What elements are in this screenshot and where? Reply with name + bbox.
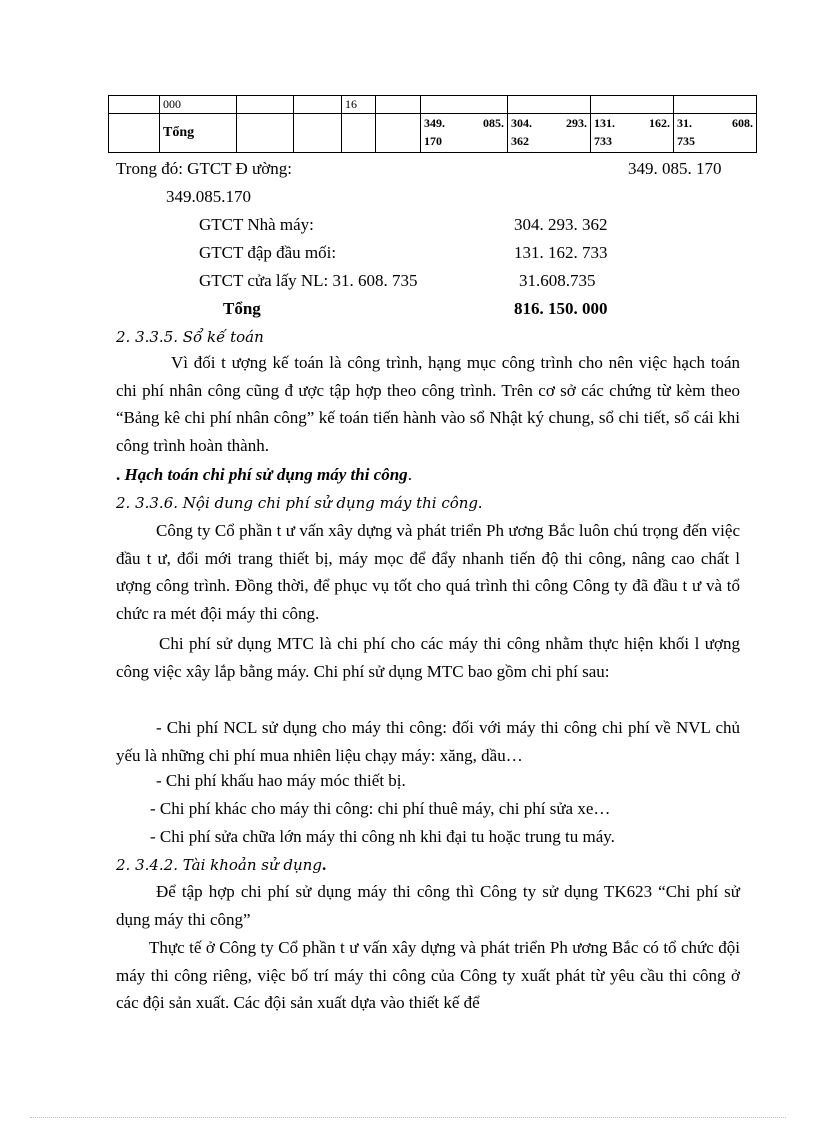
summary-value: 131. 162. 733 — [514, 243, 608, 262]
section-heading: 2. 3.3.6. Nội dung chi phí sử dụng máy thi công. — [116, 493, 483, 512]
bullet-item: - Chi phí khấu hao máy móc thiết bị. — [156, 771, 406, 790]
summary-label: GTCT Nhà máy: — [199, 215, 314, 234]
summary-intro-value: 349. 085. 170 — [628, 159, 722, 178]
table-cell — [237, 114, 294, 153]
table-cell — [376, 96, 421, 114]
total-value-cell: 131. 162. 733 — [591, 114, 674, 153]
table-cell — [237, 96, 294, 114]
total-value-cell: 349. 085. 170 — [421, 114, 508, 153]
table-cell — [294, 114, 342, 153]
table-cell — [508, 96, 591, 114]
table-cell — [421, 96, 508, 114]
summary-total-value: 816. 150. 000 — [514, 299, 608, 318]
table-cell — [591, 96, 674, 114]
summary-label: GTCT cửa lấy NL: 31. 608. 735 — [199, 271, 418, 290]
table-row — [109, 96, 757, 114]
table-cell — [109, 114, 160, 153]
page-footer-divider — [30, 1117, 786, 1118]
total-value-cell: 304. 293. 362 — [508, 114, 591, 153]
table-cell — [376, 114, 421, 153]
summary-value: 31.608.735 — [519, 271, 596, 290]
cost-table — [108, 95, 757, 153]
section-heading: 2. 3.3.5. Sổ kế toán — [116, 328, 264, 346]
summary-total-label: Tổng — [223, 299, 261, 318]
table-cell — [294, 96, 342, 114]
total-value-cell: 31. 608. 735 — [674, 114, 757, 153]
paragraph: Chi phí sử dụng MTC là chi phí cho các máy thi công nhằm thực hiện khối l ượng công việc xây lắp bằng máy. Chi phí sử dụng MTC bao gồm chi phí sau: — [116, 634, 740, 681]
summary-value: 304. 293. 362 — [514, 215, 608, 234]
section-heading: 2. 3.4.2. Tài khoản sử dụng. — [116, 855, 327, 874]
total-label-cell: Tổng — [160, 114, 237, 153]
table-cell — [674, 96, 757, 114]
table-cell: 16 — [342, 96, 376, 114]
paragraph: Để tập hợp chi phí sử dụng máy thi công thì Công ty sử dụng TK623 “Chi phí sử dụng máy thi công” — [116, 882, 740, 929]
table-cell — [109, 96, 160, 114]
paragraph: Công ty Cổ phần t ư vấn xây dựng và phát triển Ph ương Bắc luôn chú trọng đến việc đầu t ư, đổi mới trang thiết bị, máy mọc để đẩy nhanh tiến độ thi công, nâng cao chất l ượng công trình. Đồng thời, để phục vụ tốt cho quá trình thi công Công ty đã đầu t ư và tổ chức ra mét đội máy thi công. — [116, 521, 740, 623]
bullet-item: - Chi phí khác cho máy thi công: chi phí thuê máy, chi phí sửa xe… — [150, 799, 611, 818]
table-row-total — [109, 114, 757, 153]
table-cell: 000 — [160, 96, 237, 114]
paragraph: Vì đối t ượng kế toán là công trình, hạng mục công trình cho nên việc hạch toán chi phí nhân công cũng đ ược tập hợp theo công trình. Trên cơ sở các chứng từ kèm theo “Bảng kê chi phí nhân công” kế toán tiến hành vào sổ Nhật ký chung, sổ chi tiết, sổ cái khi công trình hoàn thành. — [116, 353, 740, 455]
bullet-item: - Chi phí sửa chữa lớn máy thi công nh khi đại tu hoặc trung tu máy. — [150, 827, 615, 846]
summary-intro-label: Trong đó: GTCT Đ ường: — [116, 159, 292, 178]
summary-intro-value-2: 349.085.170 — [166, 187, 251, 206]
bold-heading: . Hạch toán chi phí sử dụng máy thi công. — [116, 465, 412, 484]
bullet-item: - Chi phí NCL sử dụng cho máy thi công: đối với máy thi công chi phí về NVL chủ yếu là những chi phí mua nhiên liệu chạy máy: xăng, dầu… — [116, 718, 740, 765]
paragraph: Thực tế ở Công ty Cổ phần t ư vấn xây dựng và phát triển Ph ương Bắc có tổ chức đội máy thi công riêng, việc bố trí máy thi công của Công ty xuất phát từ yêu cầu thi công ở các đội sản xuất. Các đội sản xuất dựa vào thiết kế để — [116, 938, 740, 1012]
table-cell — [342, 114, 376, 153]
summary-label: GTCT đập đầu mối: — [199, 243, 337, 262]
